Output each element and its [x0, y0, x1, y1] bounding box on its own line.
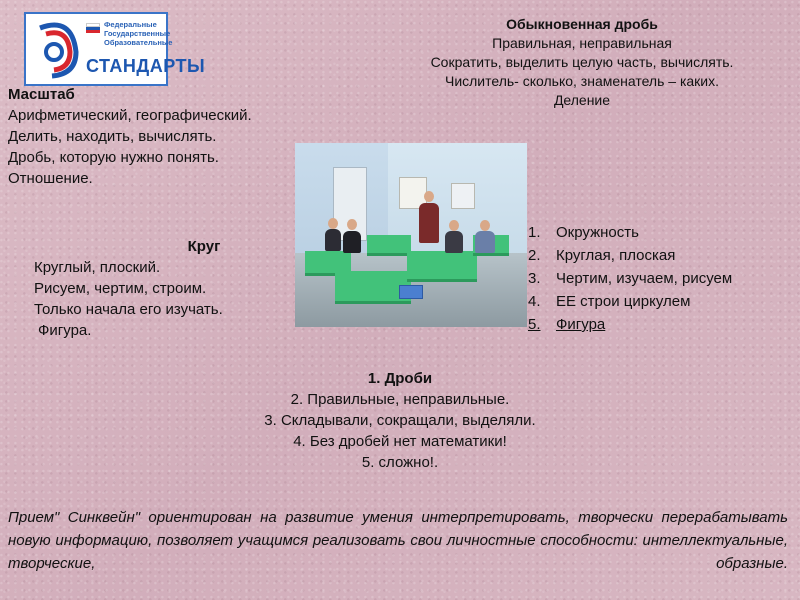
syncwine-description-paragraph: Прием" Синквейн" ориентирован на развитие умения интерпретировать, творчески перерабатывать новую информацию, позволяет учащимся реализовать свои личностные способности: интеллектуальные, творческие, образные. — [8, 509, 788, 572]
syncwine-fractions-block — [200, 368, 600, 473]
logo-brand-text: СТАНДАРТЫ — [86, 56, 206, 76]
russian-flag-icon — [86, 23, 100, 32]
block-line: Круглый, плоский. — [34, 259, 161, 276]
block-line: Сократить, выделить целую часть, вычислять. — [430, 54, 734, 70]
list-item-text: Фигура — [556, 316, 606, 333]
list-item-text: Окружность — [556, 224, 639, 241]
list-item — [528, 290, 798, 313]
block-line: 5. сложно!. — [361, 454, 439, 471]
logo-caption-line: Федеральные — [104, 20, 157, 29]
syncwine-circle-block — [34, 236, 314, 341]
classroom-photo — [295, 143, 527, 327]
fgos-emblem-icon — [32, 22, 82, 80]
logo-caption — [104, 20, 172, 47]
block-line: Дробь, которую нужно понять. — [8, 149, 219, 166]
block-title: Масштаб — [8, 86, 75, 103]
list-item-text: Круглая, плоская — [556, 247, 676, 264]
syncwine-circumference-list — [528, 221, 798, 336]
block-line: Деление — [553, 92, 611, 108]
list-item — [528, 313, 798, 336]
block-line: Арифметический, географический. — [8, 107, 252, 124]
syncwine-scale-block — [8, 84, 252, 189]
block-title: Круг — [187, 238, 221, 255]
block-title: Обыкновенная дробь — [506, 16, 658, 32]
block-line: Отношение. — [8, 170, 93, 187]
logo-caption-line: Образовательные — [104, 38, 173, 47]
block-line: Правильная, неправильная — [492, 35, 672, 51]
syncwine-fraction-block — [372, 15, 792, 110]
block-line: Фигура. — [38, 322, 92, 339]
block-line: Только начала его изучать. — [34, 301, 223, 318]
list-item-number: 5. — [528, 316, 541, 333]
block-title: 1. Дроби — [367, 370, 433, 387]
block-line: 2. Правильные, неправильные. — [290, 391, 510, 408]
list-item — [528, 267, 798, 290]
block-line: Числитель- сколько, знаменатель – каких. — [444, 73, 720, 89]
block-line: Рисуем, чертим, строим. — [34, 280, 207, 297]
fgos-logo — [24, 12, 206, 86]
list-item-number: 1. — [528, 224, 541, 241]
block-line: Делить, находить, вычислять. — [8, 128, 217, 145]
list-item-text: Чертим, изучаем, рисуем — [556, 270, 733, 287]
list-item — [528, 244, 798, 267]
list-item-number: 3. — [528, 270, 541, 287]
block-line: 3. Складывали, сокращали, выделяли. — [264, 412, 536, 429]
list-item-text: ЕЕ строи циркулем — [556, 293, 691, 310]
logo-caption-line: Государственные — [104, 29, 171, 38]
block-line: 4. Без дробей нет математики! — [293, 433, 507, 450]
list-item-number: 4. — [528, 293, 541, 310]
list-item-number: 2. — [528, 247, 541, 264]
list-item — [528, 221, 798, 244]
